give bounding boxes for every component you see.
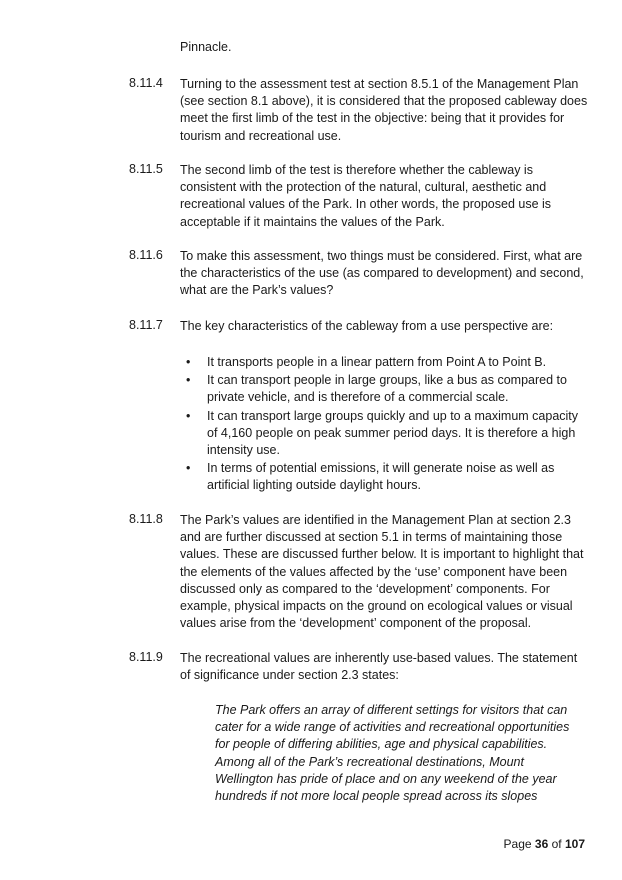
paragraph-number: 8.11.8 bbox=[129, 512, 163, 526]
bullet-icon: • bbox=[186, 355, 191, 369]
list-item-text: It transports people in a linear pattern from Point A to Point B. bbox=[207, 355, 547, 369]
paragraph-number: 8.11.6 bbox=[129, 248, 163, 262]
current-page-number: 36 bbox=[534, 837, 549, 851]
paragraph-text: To make this assessment, two things must be considered. First, what are the characteristics of the use (as compared to development) and second, what are the Park’s values? bbox=[180, 249, 584, 298]
list-item bbox=[180, 408, 580, 460]
list-item-text: It can transport people in large groups, like a bus as compared to private vehicle, and is therefore of a commercial scale. bbox=[207, 373, 567, 405]
paragraph-text: The Park’s values are identified in the Management Plan at section 2.3 and are further discussed at section 5.1 in terms of maintaining those values. These are discussed further below. It is important to highlight that the elements of the values affected by the ‘use’ component have been discussed only as compared to the ‘development’ components. For example, physical impacts on the ground on ecological values or visual values arise from the ‘development’ component of the proposal. bbox=[180, 513, 584, 631]
bullet-icon: • bbox=[186, 461, 191, 476]
paragraph-text: The key characteristics of the cableway from a use perspective are: bbox=[180, 319, 554, 333]
continuation-text: Pinnacle. bbox=[180, 40, 232, 54]
of-word: of bbox=[551, 837, 562, 851]
paragraph-text: Turning to the assessment test at section 8.5.1 of the Management Plan (see section 8.1 above), it is considered that the proposed cableway does meet the first limb of the test in the objective: being that it provides for tourism and recreational use. bbox=[180, 77, 588, 143]
list-item bbox=[180, 354, 580, 371]
paragraph-number: 8.11.9 bbox=[129, 650, 163, 664]
paragraph-number: 8.11.5 bbox=[129, 162, 163, 176]
list-item-text: It can transport large groups quickly and up to a maximum capacity of 4,160 people on peak summer period days. It is therefore a high intensity use. bbox=[207, 408, 579, 458]
paragraph-text: The recreational values are inherently use-based values. The statement of significance under section 2.3 states: bbox=[180, 651, 578, 683]
paragraph-text: The second limb of the test is therefore whether the cableway is consistent with the protection of the natural, cultural, aesthetic and recreational values of the Park. In other words, the proposed use is acceptable if it maintains the values of the Park. bbox=[180, 163, 552, 229]
list-item-text: In terms of potential emissions, it will generate noise as well as artificial lighting outside daylight hours. bbox=[207, 461, 555, 493]
paragraph-number: 8.11.7 bbox=[129, 318, 163, 332]
list-item bbox=[180, 372, 580, 406]
characteristics-bullet-list bbox=[180, 354, 580, 496]
page-word: Page bbox=[503, 837, 532, 851]
bullet-icon: • bbox=[186, 373, 191, 388]
paragraph-number: 8.11.4 bbox=[129, 76, 163, 90]
total-pages-number: 107 bbox=[564, 837, 585, 851]
significance-quote: The Park offers an array of different settings for visitors that can cater for a wide range of activities and recreational opportunities for people of differing abilities, age and physical capabilities. Among all of the Park’s recreational destinations, Mount Wellington has pride of place and on any weekend of the year hundreds if not more local people spread across its slopes bbox=[215, 703, 570, 804]
list-item bbox=[180, 460, 580, 494]
page-footer bbox=[504, 837, 585, 851]
bullet-icon: • bbox=[186, 408, 191, 423]
